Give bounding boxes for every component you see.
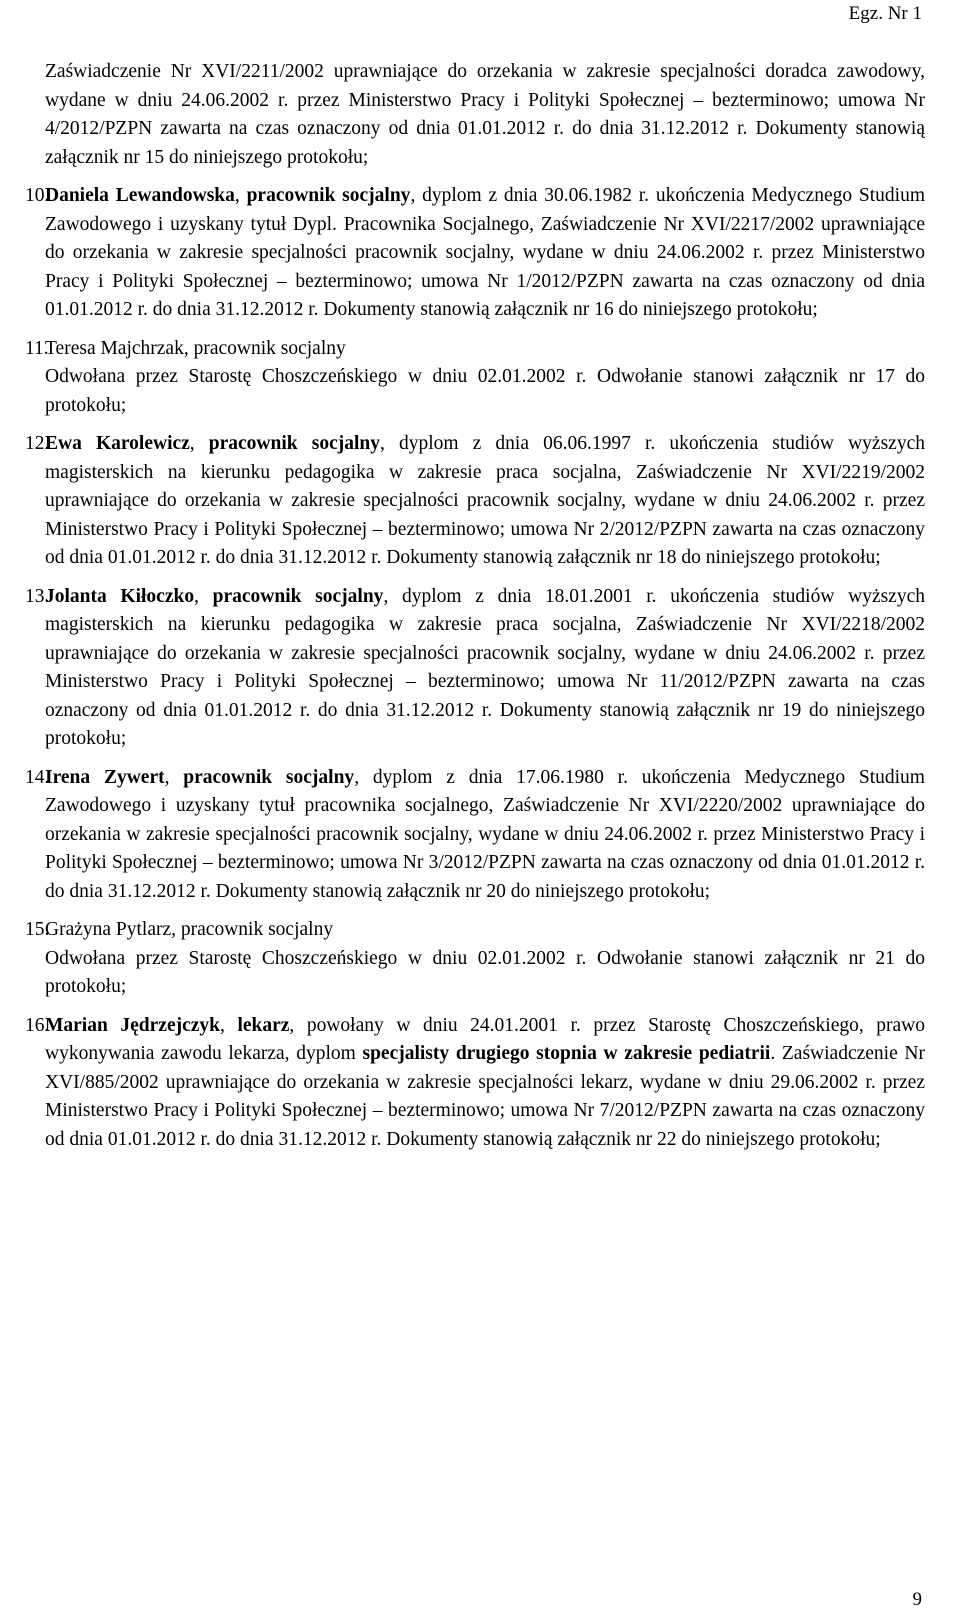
- item-text: Jolanta Kiłoczko, pracownik socjalny, dyplom z dnia 18.01.2001 r. ukończenia studiów wyższych magisterskich na kierunku pedagogika w zakresie praca socjalna, Zaświadczenie Nr XVI/2218/2002 uprawniające do orzekania w zakresie specjalności pracownik socjalny, wydane w dniu 24.06.2002 r. przez Ministerstwo Pracy i Polityki Społecznej – bezterminowo; umowa Nr 11/2012/PZPN zawarta na czas oznaczony od dnia 01.01.2012 r. do dnia 31.12.2012 r. Dokumenty stanowią załącznik nr 19 do niniejszego protokołu;: [45, 585, 925, 749]
- item-text: Daniela Lewandowska, pracownik socjalny, dyplom z dnia 30.06.1982 r. ukończenia Medycznego Studium Zawodowego i uzyskany tytuł Dypl. Pracownika Socjalnego, Zaświadczenie Nr XVI/2217/2002 uprawniające do orzekania w zakresie specjalności pracownik socjalny, wydane w dniu 24.06.2002 r. przez Ministerstwo Pracy i Polityki Społecznej – bezterminowo; umowa Nr 1/2012/PZPN zawarta na czas oznaczony od dnia 01.01.2012 r. do dnia 31.12.2012 r. Dokumenty stanowią załącznik nr 16 do niniejszego protokołu;: [45, 185, 925, 320]
- person-role: pracownik socjalny: [246, 185, 411, 206]
- item-number: 16.: [25, 1014, 50, 1036]
- item-text: Irena Zywert, pracownik socjalny, dyplom z dnia 17.06.1980 r. ukończenia Medycznego Studium Zawodowego i uzyskany tytuł pracownika socjalnego, Zaświadczenie Nr XVI/2220/2002 uprawniające do orzekania w zakresie specjalności pracownik socjalny, wydane w dniu 24.06.2002 r. przez Ministerstwo Pracy i Polityki Społecznej – bezterminowo; umowa Nr 3/2012/PZPN zawarta na czas oznaczony od dnia 01.01.2012 r. do dnia 31.12.2012 r. Dokumenty stanowią załącznik nr 20 do niniejszego protokołu;: [45, 766, 925, 902]
- item-description: , dyplom z dnia 30.06.1982 r. ukończenia Medycznego Studium Zawodowego i uzyskany tytuł Dypl. Pracownika Socjalnego, Zaświadczenie Nr XVI/2217/2002 uprawniające do orzekania w zakresie specjalności pracownik socjalny, wydane w dniu 24.06.2002 r. przez Ministerstwo Pracy i Polityki Społecznej – bezterminowo; umowa Nr 1/2012/PZPN zawarta na czas oznaczony od dnia 01.01.2012 r. do dnia 31.12.2012 r. Dokumenty stanowią załącznik nr 16 do niniejszego protokołu;: [45, 185, 925, 320]
- item-description: , dyplom z dnia 06.06.1997 r. ukończenia studiów wyższych magisterskich na kierunku pedagogika w zakresie praca socjalna, Zaświadczenie Nr XVI/2219/2002 uprawniające do orzekania w zakresie specjalności pracownik socjalny, wydane w dniu 24.06.2002 r. przez Ministerstwo Pracy i Polityki Społecznej – bezterminowo; umowa Nr 2/2012/PZPN zawarta na czas oznaczony od dnia 01.01.2012 r. do dnia 31.12.2012 r. Dokumenty stanowią załącznik nr 18 do niniejszego protokołu;: [45, 433, 925, 568]
- item-text: [45, 916, 925, 1002]
- document-body: [25, 58, 925, 1154]
- item-number: 10.: [25, 185, 50, 206]
- list-item-11: [25, 335, 925, 421]
- item-description-part1: , powołany w dniu 24.01.2001 r. przez Starostę Choszczeńskiego, prawo wykonywania zawodu lekarza, dyplom: [45, 1014, 926, 1064]
- copy-number-label: Egz. Nr 1: [848, 3, 922, 24]
- item-number: 11.: [25, 337, 49, 359]
- item-text: Ewa Karolewicz, pracownik socjalny, dyplom z dnia 06.06.1997 r. ukończenia studiów wyższych magisterskich na kierunku pedagogika w zakresie praca socjalna, Zaświadczenie Nr XVI/2219/2002 uprawniające do orzekania w zakresie specjalności pracownik socjalny, wydane w dniu 24.06.2002 r. przez Ministerstwo Pracy i Polityki Społecznej – bezterminowo; umowa Nr 2/2012/PZPN zawarta na czas oznaczony od dnia 01.01.2012 r. do dnia 31.12.2012 r. Dokumenty stanowią załącznik nr 18 do niniejszego protokołu;: [45, 433, 925, 568]
- item-number: 15.: [25, 919, 50, 940]
- item-description: , dyplom z dnia 18.01.2001 r. ukończenia studiów wyższych magisterskich na kierunku pedagogika w zakresie praca socjalna, Zaświadczenie Nr XVI/2218/2002 uprawniające do orzekania w zakresie specjalności pracownik socjalny, wydane w dniu 24.06.2002 r. przez Ministerstwo Pracy i Polityki Społecznej – bezterminowo; umowa Nr 11/2012/PZPN zawarta na czas oznaczony od dnia 01.01.2012 r. do dnia 31.12.2012 r. Dokumenty stanowią załącznik nr 19 do niniejszego protokołu;: [45, 585, 925, 749]
- item-number: 12.: [25, 433, 50, 454]
- intro-paragraph: Zaświadczenie Nr XVI/2211/2002 uprawniające do orzekania w zakresie specjalności doradca zawodowy, wydane w dniu 24.06.2002 r. przez Ministerstwo Pracy i Polityki Społecznej – bezterminowo; umowa Nr 4/2012/PZPN zawarta na czas oznaczony od dnia 01.01.2012 r. do dnia 31.12.2012 r. Dokumenty stanowią załącznik nr 15 do niniejszego protokołu;: [45, 61, 925, 168]
- person-name: Jolanta Kiłoczko: [45, 585, 195, 607]
- dismissal-note: Odwołana przez Starostę Choszczeńskiego w dniu 02.01.2002 r. Odwołanie stanowi załącznik nr 21 do protokołu;: [45, 947, 925, 997]
- person-name: Daniela Lewandowska: [45, 185, 235, 206]
- person-role: pracownik socjalny: [212, 585, 384, 607]
- person-name: Marian Jędrzejczyk: [45, 1014, 220, 1036]
- person-name: Ewa Karolewicz: [45, 433, 190, 454]
- page-number: 9: [912, 1589, 922, 1610]
- list-item-13: [25, 583, 925, 754]
- item-number: 14.: [25, 766, 50, 788]
- item-number: 13.: [25, 585, 50, 607]
- person-line: Grażyna Pytlarz, pracownik socjalny: [45, 919, 334, 940]
- list-item-10: [25, 182, 925, 325]
- item-description: , dyplom z dnia 17.06.1980 r. ukończenia Medycznego Studium Zawodowego i uzyskany tytuł pracownika socjalnego, Zaświadczenie Nr XVI/2220/2002 uprawniające do orzekania w zakresie specjalności pracownik socjalny, wydane w dniu 24.06.2002 r. przez Ministerstwo Pracy i Polityki Społecznej – bezterminowo; umowa Nr 3/2012/PZPN zawarta na czas oznaczony od dnia 01.01.2012 r. do dnia 31.12.2012 r. Dokumenty stanowią załącznik nr 20 do niniejszego protokołu;: [45, 766, 925, 902]
- person-role: pracownik socjalny: [208, 433, 380, 454]
- item-description-part2: . Zaświadczenie Nr XVI/885/2002 uprawniające do orzekania w zakresie specjalności lekarz, wydane w dniu 29.06.2002 r. przez Ministerstwo Pracy i Polityki Społecznej – bezterminowo; umowa Nr 7/2012/PZPN zawarta na czas oznaczony od dnia 01.01.2012 r. do dnia 31.12.2012 r. Dokumenty stanowią załącznik nr 22 do niniejszego protokołu;: [45, 1043, 925, 1150]
- person-line: Teresa Majchrzak, pracownik socjalny: [45, 337, 346, 359]
- person-role: lekarz: [237, 1014, 290, 1036]
- item-text: [45, 335, 925, 421]
- specialty-title: specjalisty drugiego stopnia w zakresie pediatrii: [362, 1043, 771, 1064]
- list-item-14: [25, 764, 925, 907]
- person-name: Irena Zywert: [45, 766, 165, 788]
- dismissal-note: Odwołana przez Starostę Choszczeńskiego w dniu 02.01.2002 r. Odwołanie stanowi załącznik nr 17 do protokołu;: [45, 366, 925, 416]
- list-item-16: [25, 1012, 925, 1155]
- list-item-15: [25, 916, 925, 1002]
- person-role: pracownik socjalny: [183, 766, 355, 788]
- list-item-12: [25, 430, 925, 573]
- item-text: Marian Jędrzejczyk, lekarz, powołany w dniu 24.01.2001 r. przez Starostę Choszczeńskiego, prawo wykonywania zawodu lekarza, dyplom specjalisty drugiego stopnia w zakresie pediatrii. Zaświadczenie Nr XVI/885/2002 uprawniające do orzekania w zakresie specjalności lekarz, wydane w dniu 29.06.2002 r. przez Ministerstwo Pracy i Polityki Społecznej – bezterminowo; umowa Nr 7/2012/PZPN zawarta na czas oznaczony od dnia 01.01.2012 r. do dnia 31.12.2012 r. Dokumenty stanowią załącznik nr 22 do niniejszego protokołu;: [45, 1014, 926, 1150]
